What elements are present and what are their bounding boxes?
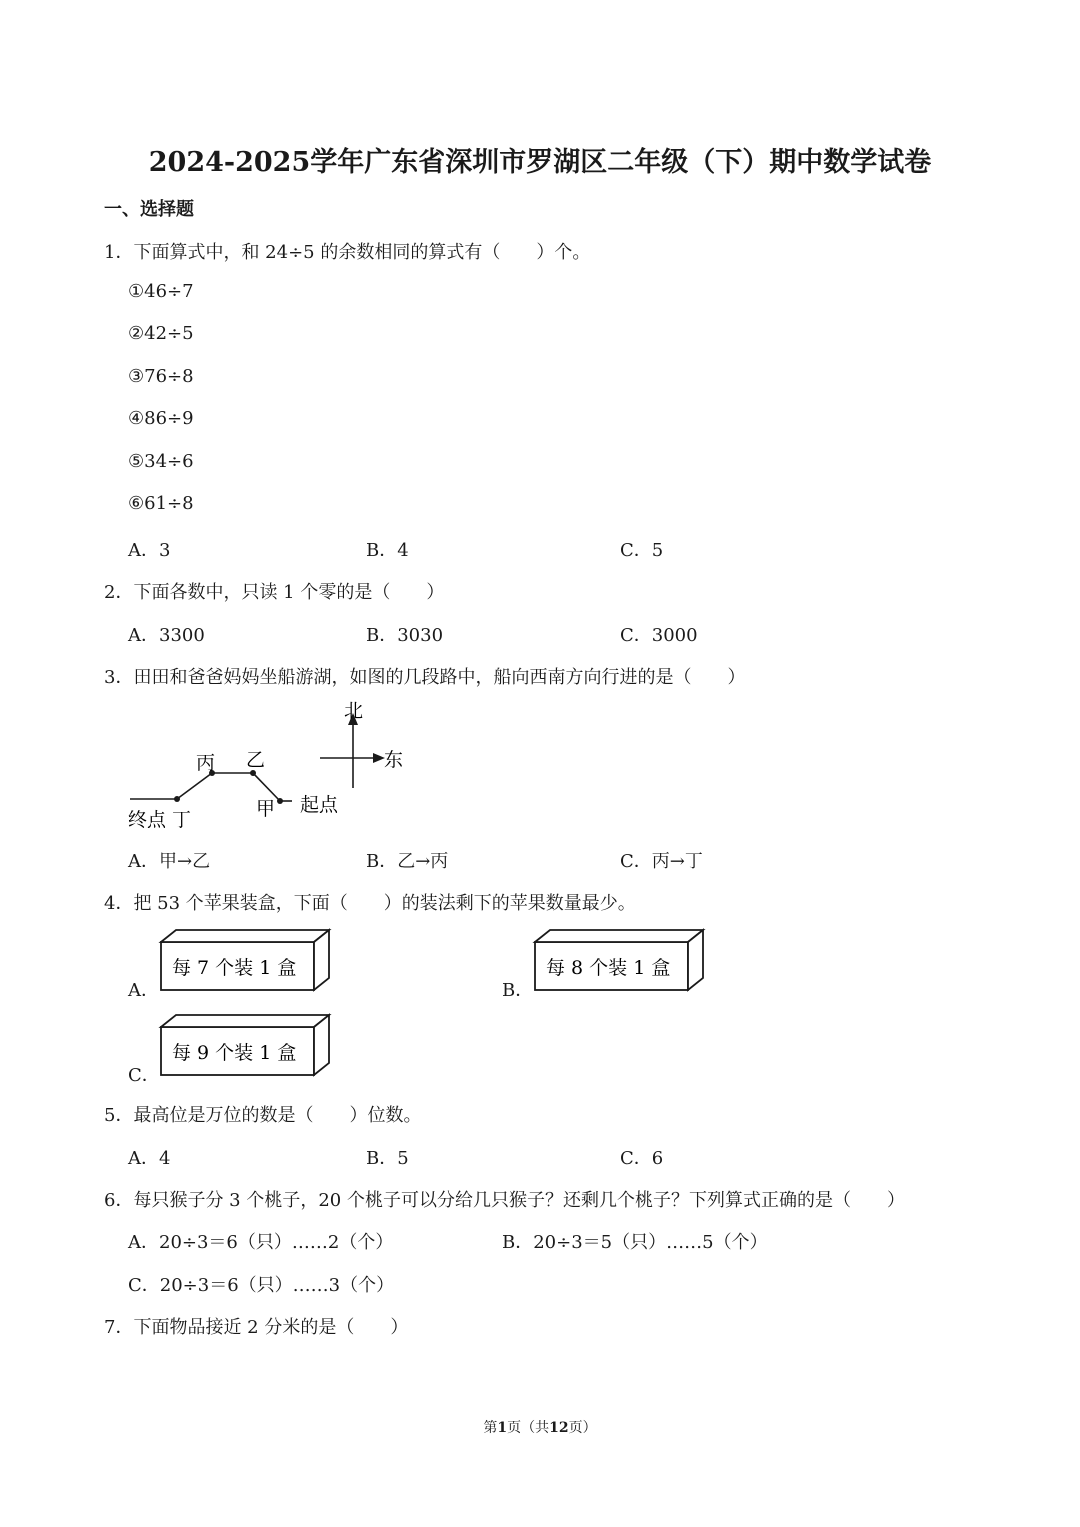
- apple-box-b: [530, 926, 710, 996]
- question-4-option-b: B．: [502, 980, 534, 1001]
- question-2-option-b: B．3030: [366, 625, 444, 646]
- question-3-stem: 3．田田和爸爸妈妈坐船游湖，如图的几段路中，船向西南方向行进的是（ ）: [104, 667, 746, 688]
- question-3-option-c: C．丙→丁: [620, 851, 703, 872]
- question-2-option-a: A．3300: [128, 625, 205, 646]
- label-bing: 丙: [196, 752, 216, 774]
- route-segment-jia-yi: [253, 773, 280, 801]
- question-1-option-a: A．3: [128, 540, 171, 561]
- question-1-option-c: C．5: [620, 540, 664, 561]
- route-segment-bing-ding: [177, 773, 212, 799]
- label-yi: 乙: [246, 749, 266, 771]
- point-ding: [174, 796, 180, 802]
- box-label: 每 7 个装 1 盒: [172, 957, 297, 979]
- question-1-option-b: B．4: [366, 540, 409, 561]
- label-end: 终点 丁: [128, 809, 192, 831]
- page-number: 1: [497, 1420, 508, 1436]
- question-4-stem: 4．把 53 个苹果装盒，下面（ ）的装法剩下的苹果数量最少。: [104, 893, 636, 914]
- question-1-stem: 1．下面算式中，和 24÷5 的余数相同的算式有（ ）个。: [104, 242, 591, 263]
- question-6-option-a: A．20÷3＝6（只）……2（个）: [128, 1232, 394, 1253]
- question-6-option-c: C．20÷3＝6（只）……3（个）: [128, 1275, 395, 1296]
- box-label: 每 9 个装 1 盒: [172, 1042, 297, 1064]
- question-6-stem: 6．每只猴子分 3 个桃子，20 个桃子可以分给几只猴子？还剩几个桃子？下列算式正确的是（ ）: [104, 1190, 905, 1211]
- question-5-option-b: B．5: [366, 1148, 409, 1169]
- question-2-stem: 2．下面各数中，只读 1 个零的是（ ）: [104, 582, 445, 603]
- apple-box-c: [156, 1011, 336, 1081]
- question-6-option-b: B．20÷3＝5（只）……5（个）: [502, 1232, 768, 1253]
- question-1-item: ④86÷9: [128, 408, 194, 429]
- question-1-item: ③76÷8: [128, 366, 194, 387]
- point-jia: [277, 798, 283, 804]
- page-title: 2024-2025学年广东省深圳市罗湖区二年级（下）期中数学试卷: [148, 147, 932, 178]
- route-diagram: [120, 695, 420, 835]
- label-start: 起点: [300, 794, 339, 816]
- question-2-option-c: C．3000: [620, 625, 698, 646]
- label-jia: 甲: [256, 798, 276, 820]
- question-4-option-a: A．: [128, 980, 159, 1001]
- question-3-option-b: B．乙→丙: [366, 851, 449, 872]
- question-1-item: ⑤34÷6: [128, 451, 194, 472]
- question-5-option-c: C．6: [620, 1148, 664, 1169]
- apple-box-a: [156, 926, 336, 996]
- question-5-stem: 5．最高位是万位的数是（ ）位数。: [104, 1105, 422, 1126]
- page-total: 12: [549, 1420, 569, 1436]
- question-3-option-a: A．甲→乙: [128, 851, 211, 872]
- question-5-option-a: A．4: [128, 1148, 171, 1169]
- page-footer: 第1页（共12页）: [483, 1420, 597, 1436]
- question-1-item: ②42÷5: [128, 323, 194, 344]
- question-7-stem: 7．下面物品接近 2 分米的是（ ）: [104, 1317, 409, 1338]
- question-1-item: ①46÷7: [128, 281, 194, 302]
- label-east: 东: [384, 749, 404, 771]
- section-heading: 一、选择题: [104, 199, 194, 220]
- box-label: 每 8 个装 1 盒: [546, 957, 671, 979]
- label-north: 北: [344, 700, 364, 722]
- question-4-option-c: C．: [128, 1065, 160, 1086]
- question-1-item: ⑥61÷8: [128, 493, 194, 514]
